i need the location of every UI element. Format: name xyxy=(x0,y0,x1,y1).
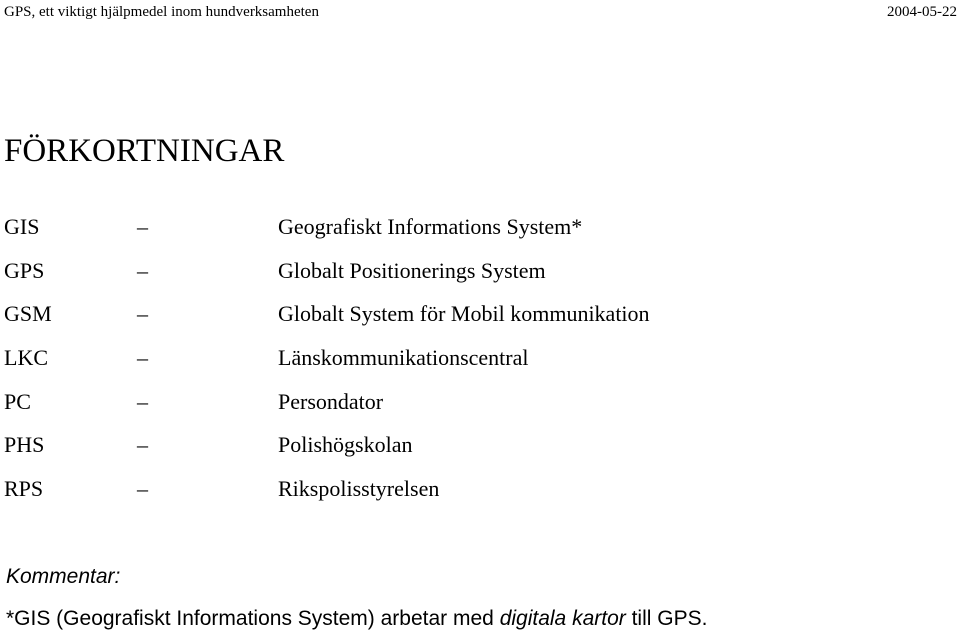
comment-label: Kommentar: xyxy=(6,565,121,588)
abbreviation-description: Globalt Positionerings System xyxy=(278,257,546,283)
abbreviation-description: Polishögskolan xyxy=(278,432,413,458)
abbreviation-code: PHS xyxy=(4,432,45,458)
abbreviation-code: PC xyxy=(4,388,31,414)
abbreviation-description: Geografiskt Informations System* xyxy=(278,214,583,239)
abbreviation-row xyxy=(0,430,960,474)
abbreviation-description: Länskommunikationscentral xyxy=(278,345,529,371)
abbreviation-dash: – xyxy=(137,432,148,458)
abbreviation-row xyxy=(0,256,960,300)
abbreviation-row xyxy=(0,387,960,431)
running-header-date: 2004-05-22 xyxy=(887,4,957,20)
abbreviation-dash: – xyxy=(137,388,148,414)
abbreviation-dash: – xyxy=(137,345,148,371)
abbreviation-code: GSM xyxy=(4,301,52,327)
abbreviation-row xyxy=(0,299,960,343)
comment-text-after: till GPS. xyxy=(625,607,708,630)
abbreviation-dash: – xyxy=(137,257,148,283)
abbreviation-description: Persondator xyxy=(278,388,384,414)
abbreviation-row xyxy=(0,474,960,518)
abbreviation-row xyxy=(0,212,960,256)
page-title: FÖRKORTNINGAR xyxy=(4,133,285,169)
abbreviation-dash: – xyxy=(137,214,148,239)
abbreviation-code: RPS xyxy=(4,476,44,502)
abbreviation-dash: – xyxy=(137,476,148,502)
abbreviation-code: LKC xyxy=(4,345,48,371)
comment-text xyxy=(6,606,707,632)
comment-text-emphasis: digitala kartor xyxy=(499,607,626,630)
abbreviation-description: Globalt System för Mobil kommunikation xyxy=(278,301,650,327)
abbreviation-code: GPS xyxy=(4,257,45,283)
abbreviation-dash: – xyxy=(137,301,148,327)
abbreviation-list xyxy=(0,212,960,518)
comment-text-before: *GIS (Geografiskt Informations System) arbetar med xyxy=(6,607,500,630)
abbreviation-row xyxy=(0,343,960,387)
abbreviation-description: Rikspolisstyrelsen xyxy=(278,476,440,502)
running-header-title: GPS, ett viktigt hjälpmedel inom hundverksamheten xyxy=(4,4,319,20)
abbreviation-code: GIS xyxy=(4,214,40,239)
